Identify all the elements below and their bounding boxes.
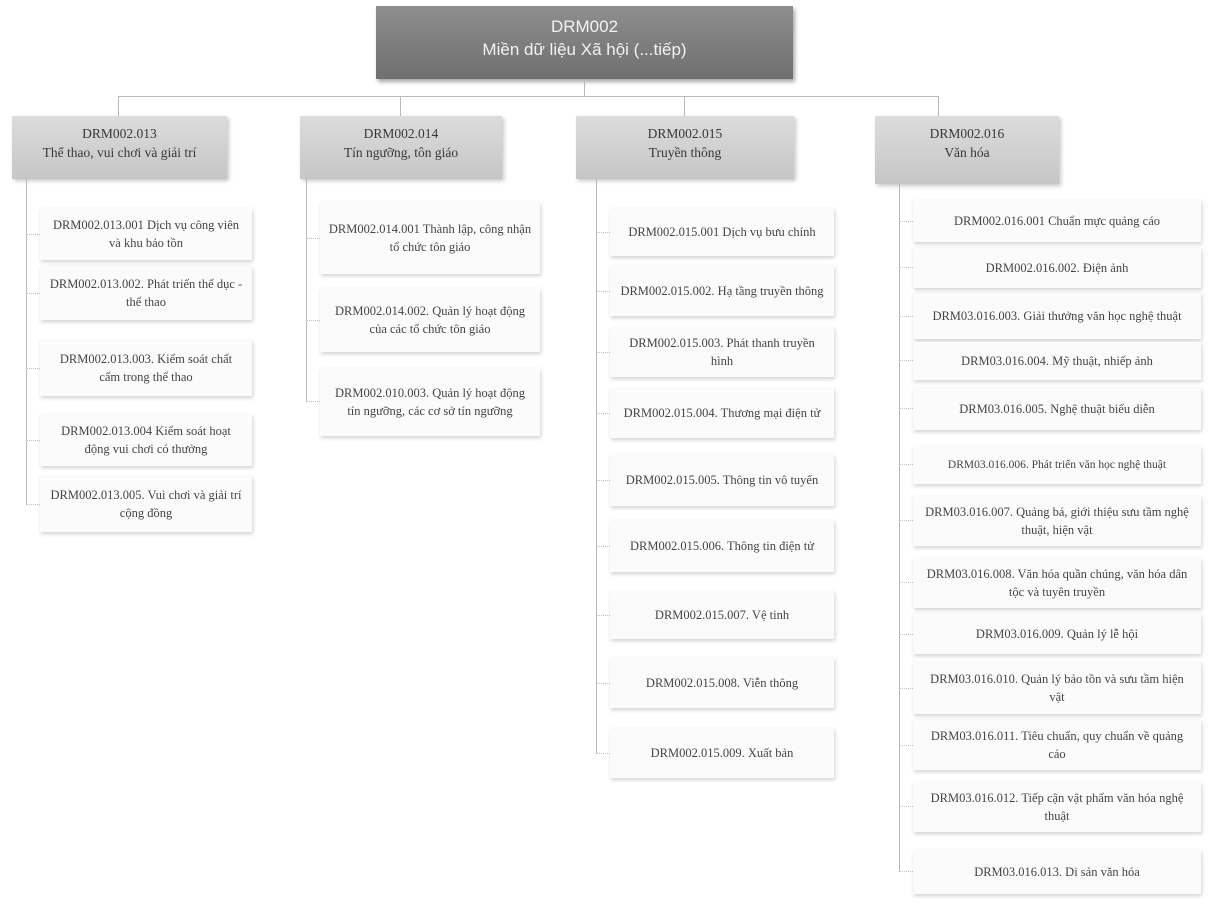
connector-to-cat-015	[684, 96, 685, 116]
branch-tick	[899, 582, 913, 583]
list-item: DRM002.015.004. Thương mại điện tử	[610, 388, 834, 438]
branch-tick	[899, 267, 913, 268]
category-code: DRM002.014	[363, 126, 439, 141]
category-name: Thể thao, vui chơi và giải trí	[42, 145, 197, 160]
list-item: DRM002.016.002. Điện ảnh	[913, 248, 1201, 288]
connector-root-bus	[118, 96, 938, 97]
list-item: DRM002.015.003. Phát thanh truyền hình	[610, 327, 834, 377]
list-item: DRM002.013.004 Kiểm soát hoạt động vui chơi có thưởng	[40, 414, 252, 466]
branch-tick	[306, 320, 320, 321]
branch-tick	[596, 413, 610, 414]
branch-tick	[899, 634, 913, 635]
branch-tick	[596, 683, 610, 684]
branch-tick	[26, 504, 40, 505]
branch-line-015	[596, 179, 597, 753]
branch-tick	[899, 688, 913, 689]
category-code: DRM002.016	[929, 126, 1005, 141]
category-code: DRM002.013	[82, 126, 157, 141]
branch-tick	[26, 293, 40, 294]
category-node-013	[12, 116, 227, 179]
branch-tick	[596, 546, 610, 547]
branch-tick	[596, 753, 610, 754]
branch-tick	[306, 401, 320, 402]
connector-to-cat-014	[400, 96, 401, 116]
branch-tick	[899, 408, 913, 409]
root-node	[376, 6, 793, 79]
list-item: DRM03.016.003. Giải thưởng văn học nghệ thuật	[913, 293, 1201, 339]
list-item: DRM002.015.008. Viễn thông	[610, 658, 834, 708]
list-item: DRM002.015.001 Dịch vụ bưu chính	[610, 208, 834, 256]
category-name: Tín ngưỡng, tôn giáo	[343, 145, 459, 160]
list-item: DRM002.013.003. Kiểm soát chất cấm trong thể thao	[40, 340, 252, 396]
list-item: DRM002.014.001 Thành lập, công nhận tổ chức tôn giáo	[320, 202, 540, 274]
list-item: DRM03.016.006. Phát triển văn học nghệ thuật	[913, 446, 1201, 484]
list-item: DRM002.013.002. Phát triển thể dục - thể thao	[40, 266, 252, 320]
connector-to-cat-013	[118, 96, 119, 116]
list-item: DRM03.016.010. Quản lý bảo tồn và sưu tầm hiện vật	[913, 662, 1201, 714]
list-item: DRM03.016.011. Tiêu chuẩn, quy chuẩn về quảng cáo	[913, 720, 1201, 770]
list-item: DRM002.015.009. Xuất bản	[610, 728, 834, 778]
branch-tick	[899, 520, 913, 521]
list-item: DRM002.015.007. Vệ tinh	[610, 591, 834, 639]
connector-to-cat-016	[938, 96, 939, 116]
category-node-014	[300, 116, 502, 179]
list-item: DRM03.016.009. Quản lý lễ hội	[913, 614, 1201, 654]
branch-line-014	[306, 179, 307, 401]
root-name: Miền dữ liệu Xã hội (...tiếp)	[482, 40, 687, 59]
list-item: DRM002.013.005. Vui chơi và giải trí cộng đồng	[40, 476, 252, 532]
branch-tick	[596, 232, 610, 233]
category-node-015	[576, 116, 794, 179]
list-item: DRM002.010.003. Quản lý hoạt động tín ngưỡng, các cơ sở tín ngưỡng	[320, 368, 540, 436]
category-node-016	[875, 116, 1059, 184]
branch-tick	[306, 238, 320, 239]
list-item: DRM002.015.002. Hạ tầng truyền thông	[610, 266, 834, 316]
list-item: DRM03.016.013. Di sản văn hóa	[913, 850, 1201, 894]
branch-tick	[899, 871, 913, 872]
list-item: DRM002.014.002. Quản lý hoạt động của các tổ chức tôn giáo	[320, 288, 540, 352]
branch-line-013	[26, 179, 27, 504]
branch-tick	[899, 316, 913, 317]
connector-root-trunk	[584, 79, 585, 96]
branch-tick	[899, 745, 913, 746]
branch-tick	[26, 234, 40, 235]
category-name: Văn hóa	[944, 145, 990, 160]
branch-tick	[26, 368, 40, 369]
branch-tick	[596, 480, 610, 481]
list-item: DRM03.016.004. Mỹ thuật, nhiếp ảnh	[913, 342, 1201, 380]
list-item: DRM002.013.001 Dịch vụ công viên và khu bảo tồn	[40, 208, 252, 260]
list-item: DRM03.016.005. Nghệ thuật biểu diễn	[913, 388, 1201, 430]
branch-tick	[899, 360, 913, 361]
branch-tick	[899, 221, 913, 222]
branch-tick	[899, 806, 913, 807]
list-item: DRM03.016.008. Văn hóa quần chúng, văn hóa dân tộc và tuyên truyền	[913, 558, 1201, 608]
list-item: DRM002.015.006. Thông tin điện tử	[610, 520, 834, 572]
list-item: DRM03.016.007. Quảng bá, giới thiệu sưu tầm nghệ thuật, hiện vật	[913, 496, 1201, 546]
branch-tick	[596, 352, 610, 353]
branch-tick	[26, 440, 40, 441]
branch-tick	[596, 615, 610, 616]
category-name: Truyền thông	[648, 145, 722, 160]
branch-line-016	[899, 184, 900, 871]
root-code: DRM002	[550, 17, 619, 36]
branch-tick	[899, 464, 913, 465]
list-item: DRM03.016.012. Tiếp cận vật phẩm văn hóa nghệ thuật	[913, 782, 1201, 832]
branch-tick	[596, 291, 610, 292]
category-code: DRM002.015	[647, 126, 723, 141]
list-item: DRM002.016.001 Chuẩn mực quảng cáo	[913, 200, 1201, 242]
list-item: DRM002.015.005. Thông tin vô tuyến	[610, 454, 834, 506]
